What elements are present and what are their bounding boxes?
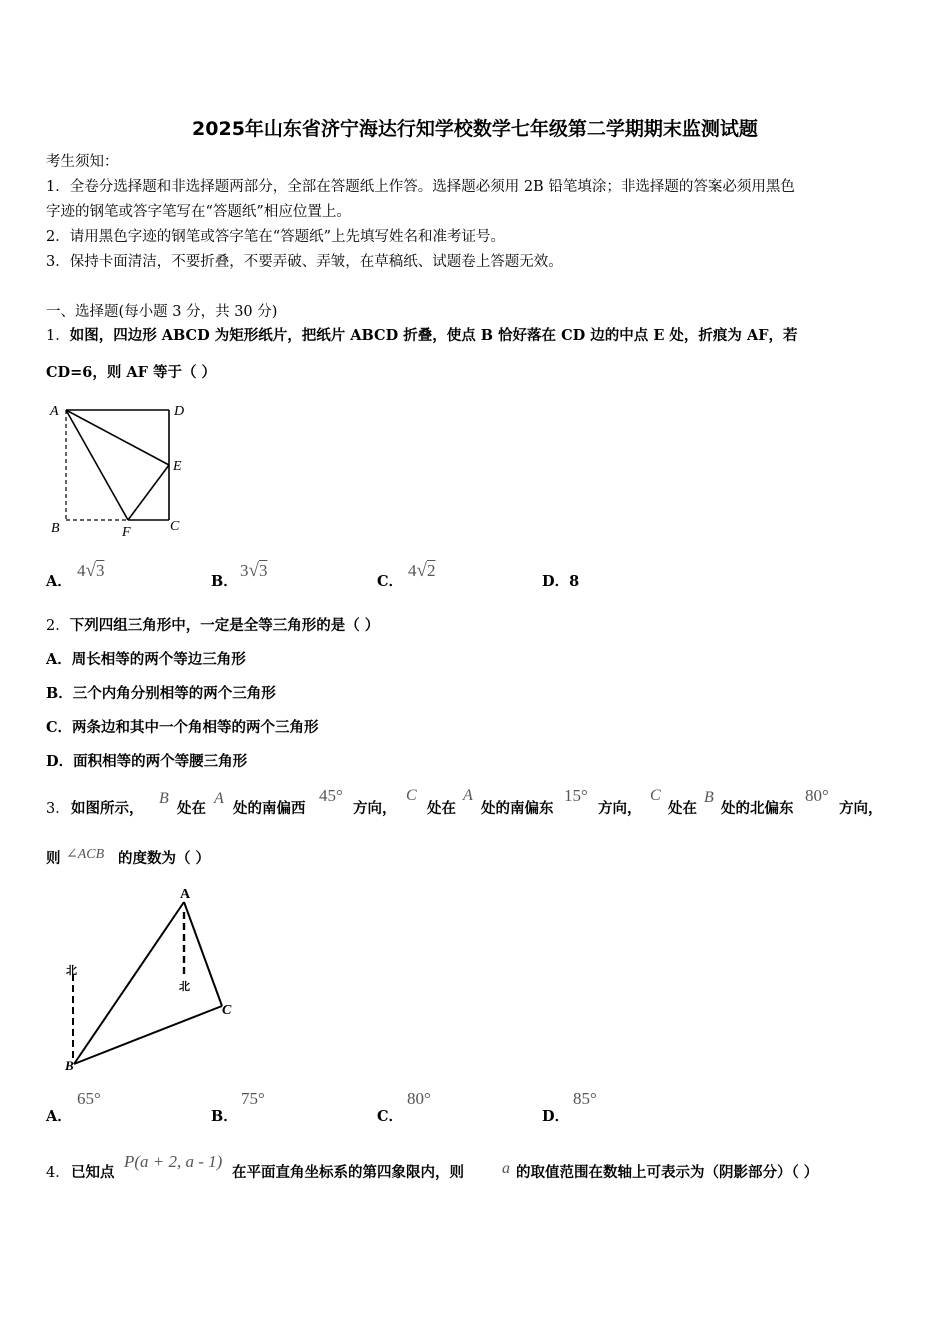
option-c-value[interactable]: 4√2	[408, 560, 436, 581]
option-c-label[interactable]: C．	[377, 573, 404, 590]
q3-option-a-label[interactable]: A．	[46, 1108, 72, 1125]
q3-option-a-value[interactable]: 65°	[77, 1089, 101, 1108]
notice-line-1b: 字迹的钢笔或答字笔写在“答题纸”相应位置上。	[46, 204, 351, 220]
q3-var-c: C	[406, 787, 417, 804]
q3-var-a: A	[214, 790, 224, 807]
sqrt-icon: √	[248, 560, 259, 581]
q4-point: P(a + 2, a - 1)	[124, 1152, 223, 1171]
question-1	[46, 327, 798, 345]
q3-text-b2: 的度数为（ ）	[118, 850, 211, 867]
question-4-number: 4．	[46, 1165, 70, 1181]
q4-text-a: 已知点	[71, 1164, 115, 1181]
q1-figure	[44, 398, 204, 540]
q3-option-c-label[interactable]: C．	[377, 1108, 404, 1125]
q3-option-d-label[interactable]: D．	[542, 1108, 570, 1125]
option-a-value[interactable]: 4√3	[77, 560, 105, 581]
q3-var-b-2: B	[704, 789, 714, 806]
notice-line-3: 3．保持卡面清洁，不要折叠，不要弄破、弄皱，在草稿纸、试题卷上答题无效。	[46, 254, 563, 270]
label-e: E	[173, 459, 182, 474]
section-heading: 一、选择题(每小题 3 分，共 30 分)	[46, 304, 278, 320]
q3-text-1: 如图所示，	[71, 800, 144, 817]
question-number: 1．	[46, 328, 70, 344]
notice-heading: 考生须知：	[46, 154, 119, 170]
q3-option-b-value[interactable]: 75°	[241, 1089, 265, 1108]
q3-var-b: B	[159, 790, 169, 807]
q3-text-9: 处的北偏东	[721, 800, 794, 817]
q3-option-c-value[interactable]: 80°	[407, 1089, 431, 1108]
q3-angle-15: 15°	[564, 786, 588, 805]
q3-text-8: 处在	[668, 800, 697, 817]
sqrt-icon: √	[416, 560, 427, 581]
q3-var-c-2: C	[650, 787, 661, 804]
question-1-cont: CD=6，则 AF 等于（ ）	[46, 364, 217, 381]
q3-angle-80: 80°	[805, 786, 829, 805]
option-b-value[interactable]: 3√3	[240, 560, 268, 581]
segment-ab	[74, 902, 184, 1064]
q3-var-a-2: A	[463, 787, 473, 804]
segment-bc	[74, 1006, 222, 1064]
label-c: C	[170, 519, 180, 534]
q3-text-5: 处在	[427, 800, 456, 817]
q2-option-a[interactable]: A．周长相等的两个等边三角形	[46, 651, 246, 668]
label-north-b: 北	[66, 965, 77, 977]
option-a-label[interactable]: A．	[46, 573, 72, 590]
label-b: B	[51, 521, 60, 536]
q3-option-b-label[interactable]: B．	[211, 1108, 238, 1125]
label-d: D	[174, 404, 185, 419]
q3-text-4: 方向，	[353, 800, 397, 817]
q4-text-c: 的取值范围在数轴上可表示为（阴影部分）（ ）	[516, 1164, 819, 1181]
q3-option-d-value[interactable]: 85°	[573, 1089, 597, 1108]
page-title: 2025年山东省济宁海达行知学校数学七年级第二学期期末监测试题	[192, 118, 758, 140]
q3-text-b1: 则	[46, 850, 61, 867]
option-b-label[interactable]: B．	[211, 573, 238, 590]
q3-figure	[56, 878, 256, 1078]
q3-text-3: 处的南偏西	[233, 800, 306, 817]
question-3-number: 3．	[46, 801, 70, 817]
question-number: 2．	[46, 618, 70, 634]
label-a: A	[180, 887, 191, 902]
q3-text-10: 方向，	[839, 800, 883, 817]
label-b: B	[65, 1058, 74, 1073]
label-c: C	[222, 1003, 232, 1018]
question-2	[46, 617, 379, 635]
segment-ef	[128, 465, 169, 520]
q3-angle-acb: ∠ACB	[66, 847, 105, 862]
option-d[interactable]: D．8	[542, 573, 580, 590]
q4-var-a: a	[502, 1160, 510, 1177]
notice-line-1a: 1．全卷分选择题和非选择题两部分，全部在答题纸上作答。选择题必须用 2B 铅笔填涂；非选择题的答案必须用黑色	[46, 179, 795, 195]
label-north-a: 北	[179, 981, 190, 993]
q3-text-6: 处的南偏东	[481, 800, 554, 817]
q2-option-c[interactable]: C．两条边和其中一个角相等的两个三角形	[46, 719, 319, 736]
q2-option-b[interactable]: B．三个内角分别相等的两个三角形	[46, 685, 276, 702]
q2-option-d[interactable]: D．面积相等的两个等腰三角形	[46, 753, 248, 770]
q3-text-7: 方向，	[598, 800, 642, 817]
question-text: 如图，四边形 ABCD 为矩形纸片，把纸片 ABCD 折叠，使点 B 恰好落在 CD 边的中点 E 处，折痕为 AF，若	[69, 327, 798, 344]
sqrt-icon: √	[85, 560, 96, 581]
q4-text-b: 在平面直角坐标系的第四象限内，则	[232, 1164, 464, 1181]
label-f: F	[122, 525, 131, 540]
q3-angle-45: 45°	[319, 786, 343, 805]
notice-line-2: 2．请用黑色字迹的钢笔或答字笔在“答题纸”上先填写姓名和准考证号。	[46, 229, 506, 245]
label-a: A	[50, 404, 59, 419]
question-text: 下列四组三角形中，一定是全等三角形的是（ ）	[69, 617, 380, 634]
q3-text-2: 处在	[177, 800, 206, 817]
